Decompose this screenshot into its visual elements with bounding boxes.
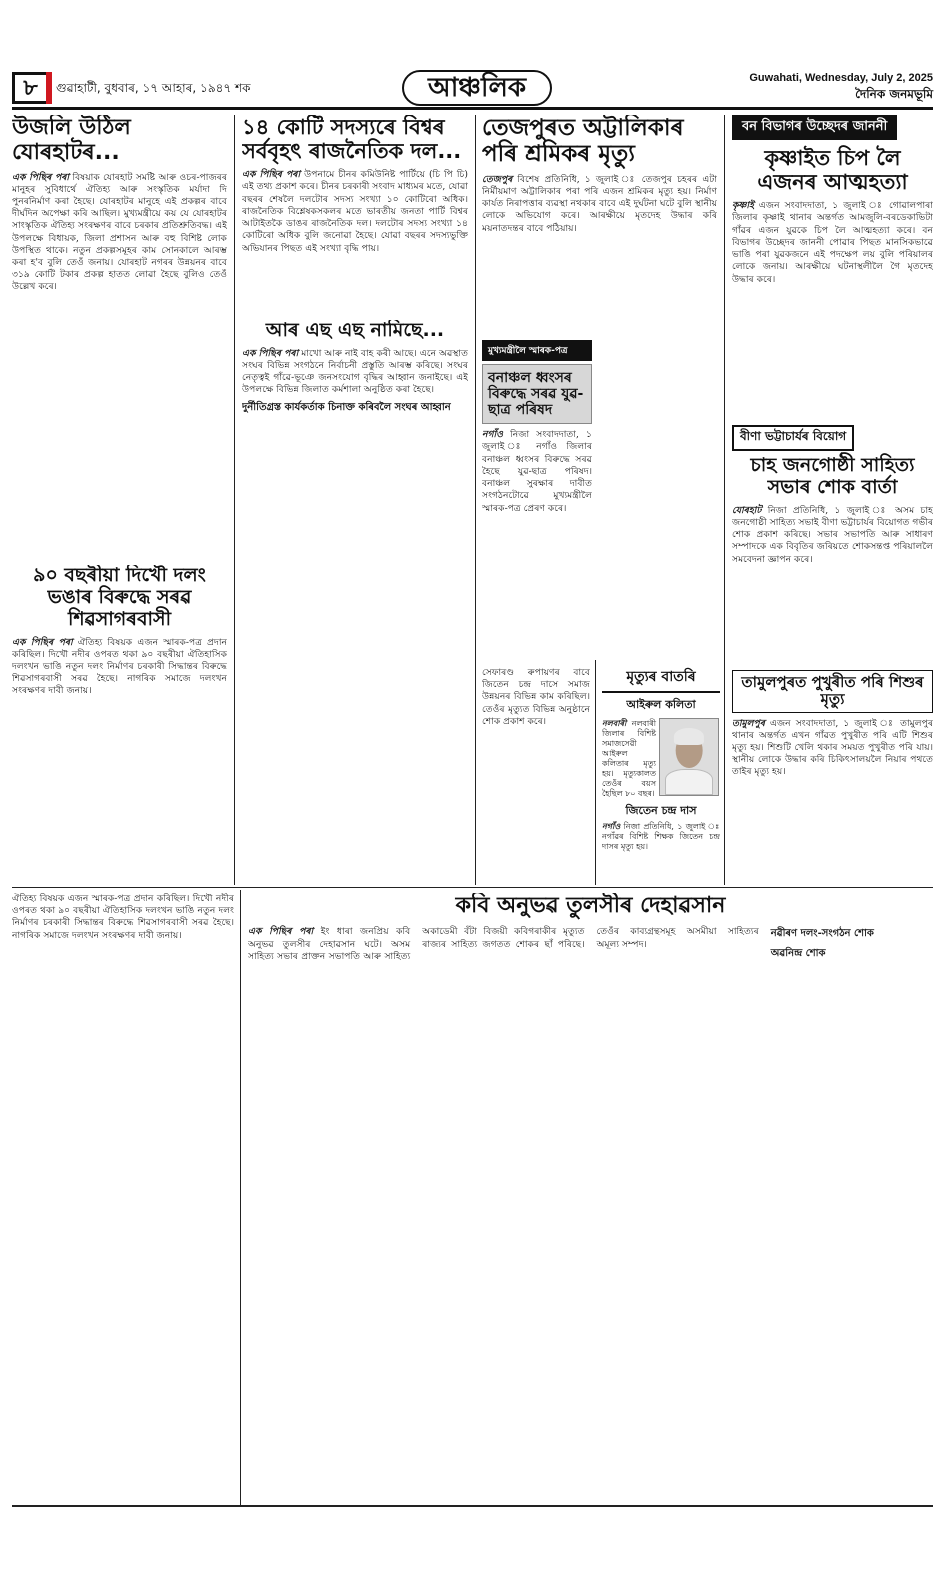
page-bottom-rule bbox=[12, 1505, 933, 1507]
kicker-tag: বীণা ভট্টাচাৰ্যৰ বিয়োগ bbox=[732, 425, 854, 451]
obituary-box bbox=[602, 665, 720, 883]
article-party bbox=[242, 115, 468, 310]
page-number: ৮ bbox=[12, 72, 46, 104]
article-forest-protest bbox=[482, 340, 592, 660]
dateline: এক পিছিৰ পৰা bbox=[248, 926, 314, 938]
dateline: নগাঁও bbox=[482, 429, 503, 441]
dateline: তেজপুৰ bbox=[482, 173, 513, 185]
body-text: উপনামে চীনৰ কমিউনিষ্ট পাৰ্টিয়ে (চি পি চি) এই তথ্য প্ৰকাশ কৰে। চীনৰ চৰকাৰী সংবাদ মাধ্যমৰ মতে, যোৱা বছৰৰ শেষলৈ দলটোৰ সদস্য সংখ্যা ১০ কোটিৰো অধিক। ৰাজনৈতিক বিশ্লেষকসকলৰ মতে ভাৰতীয় জনতা পাৰ্টি বিশ্বৰ আটাইতকৈ ডাঙৰ ৰাজনৈতিক দল। দলটোৰ সদস্য সংখ্যা ১৪ কোটিৰো অধিক বুলি জনোৱা হৈছে। যোৱা বছৰৰ সদস্যভুক্তি অভিযানৰ পিছত এই সংখ্যা বৃদ্ধি পায়। bbox=[242, 169, 468, 254]
headline: কৃষ্ণাইত চিপ লৈ এজনৰ আত্মহত্যা bbox=[757, 146, 908, 195]
obituary-name-2: জিতেন চন্দ্ৰ দাস bbox=[625, 804, 697, 817]
subhead: দুৰ্নীতিগ্ৰস্ত কাৰ্যকৰ্তাক চিনাক্ত কৰিবলৈ সংঘৰ আহ্বান bbox=[242, 401, 451, 413]
masthead bbox=[12, 70, 933, 110]
section-rule bbox=[12, 887, 933, 888]
dateline: তামুলপুৰ bbox=[732, 717, 765, 729]
body-text: ঐতিহ্য বিষয়ক এজন স্মাৰক-পত্ৰ প্ৰদান কৰিছিল। দিখৌ নদীৰ ওপৰত থকা ৯০ বছৰীয়া ঐতিহাসিক দলংখন ভাঙি নতুন দলং নিৰ্মাণৰ চৰকাৰী সিদ্ধান্তৰ বিৰুদ্ধে শিৱসাগৰবাসী সৰৱ হৈছে। নাগৰিক সমাজে দলংখন সংৰক্ষণৰ দাবী জনায়। bbox=[12, 636, 227, 697]
article-dikhow-continuation bbox=[12, 893, 234, 1498]
dateline: নগাঁও bbox=[602, 821, 621, 831]
article-tea-literature bbox=[732, 425, 933, 665]
body-text: নলবাৰী জিলাৰ বিশিষ্ট সমাজসেৱী আইৰুল কলিতাৰ মৃত্যু হয়। মৃত্যুকালত তেওঁৰ বয়স হৈছিল ৮০ বছৰ। bbox=[602, 719, 656, 798]
article-rss bbox=[242, 320, 468, 880]
article-krishnai bbox=[732, 115, 933, 415]
paper-name: দৈনিক জনমভূমি bbox=[855, 87, 933, 101]
masthead-date-bengali: গুৱাহাটী, বুধবাৰ, ১৭ আহাৰ, ১৯৪৭ শক bbox=[56, 81, 251, 95]
masthead-right bbox=[749, 70, 933, 106]
article-tamulpur bbox=[732, 670, 933, 885]
dateline: নলবাৰী bbox=[602, 718, 627, 728]
dateline: কৃষ্ণাই bbox=[732, 200, 754, 212]
headline: আৰ এছ এছ নামিছে... bbox=[265, 320, 445, 341]
headline: ১৪ কোটি সদস্যৰে বিশ্বৰ সৰ্ববৃহৎ ৰাজনৈতিক দল... bbox=[242, 115, 462, 164]
body-text: ইং ধাৰা জনপ্ৰিয় কবি অনুভৱ তুলসীৰ দেহাৱসান ঘটে। অসম সাহিত্য সভাৰ প্ৰাক্তন সভাপতি আৰু সাহিত্য অকাডেমী বঁটা বিজয়ী কবিগৰাকীৰ মৃত্যুত ৰাজ্যৰ সাহিত্য জগতত শোকৰ ছাঁ পৰিছে। তেওঁৰ কাব্যগ্ৰন্থসমূহ অসমীয়া সাহিত্যৰ অমূল্য সম্পদ। bbox=[248, 926, 759, 962]
article-body bbox=[12, 172, 227, 294]
body-text: নিজা সংবাদদাতা, ১ জুলাই ঃ নগাঁও জিলাৰ বনাঞ্চল ধ্বংসৰ বিৰুদ্ধে সৰৱ হৈছে যুৱ-ছাত্ৰ পৰিষদ। বনাঞ্চল সুৰক্ষাৰ দাবীত সংগঠনটোৱে মুখ্যমন্ত্ৰীলৈ স্মাৰক-পত্ৰ প্ৰেৰণ কৰে। bbox=[482, 429, 592, 514]
portrait-photo bbox=[659, 718, 719, 796]
body-text: নিজা প্ৰতিনিধি, ১ জুলাই ঃ অসম চাহ জনগোষ্ঠী সাহিত্য সভাই বীণা ভট্টাচাৰ্যৰ বিয়োগত গভীৰ শোক প্ৰকাশ কৰিছে। সভাৰ সভাপতি আৰু সাধাৰণ সম্পাদকে এক বিবৃতিৰ জৰিয়তে শোকসন্তপ্ত পৰিয়াললৈ সমবেদনা জ্ঞাপন কৰে। bbox=[732, 504, 933, 565]
body-text: বিশেষ প্ৰতিনিধি, ১ জুলাই ঃ তেজপুৰ চহৰৰ এটা নিৰ্মীয়মাণ অট্টালিকাৰ পৰা পৰি এজন শ্ৰমিকৰ মৃত্যু হয়। নিৰ্মাণ কাৰ্যত নিৰাপত্তাৰ ব্যৱস্থা নথকাৰ বাবে এই দুৰ্ঘটনা ঘটে বুলি স্থানীয় লোকে অভিযোগ কৰে। আৰক্ষীয়ে মৃতদেহ উদ্ধাৰ কৰি ময়নাতদন্তৰ বাবে পঠিয়ায়। bbox=[482, 173, 717, 234]
kicker-tag: মুখ্যমন্ত্ৰীলৈ স্মাৰক-পত্ৰ bbox=[482, 340, 592, 361]
headline: তামুলপুৰত পুখুৰীত পৰি শিশুৰ মৃত্যু bbox=[732, 670, 933, 713]
headline: কবি অনুভৱ তুলসীৰ দেহাৱসান bbox=[455, 893, 726, 918]
article-continuation bbox=[482, 667, 590, 882]
obituary-text bbox=[602, 718, 656, 799]
column-rule bbox=[724, 115, 725, 885]
body-text: নিজা প্ৰতিনিধি, ১ জুলাই ঃ নগাঁৱৰ বিশিষ্ট শিক্ষক জিতেন চন্দ্ৰ দাসৰ মৃত্যু হয়। bbox=[602, 822, 720, 851]
subhead: নৱীৰণ দলং-সংগঠন শোক bbox=[770, 928, 874, 940]
blurb-box bbox=[482, 364, 592, 424]
article-body bbox=[732, 200, 933, 285]
headline: উজলি উঠিল যোৰহাটৰ... bbox=[12, 115, 131, 166]
column-rule bbox=[475, 115, 476, 885]
masthead-date-english: Guwahati, Wednesday, July 2, 2025 bbox=[749, 72, 933, 84]
body-text: সেফাৰণ্ড ৰুপায়ণৰ বাবে জিতেন চন্দ্ৰ দাসে সমাজ উন্নয়নৰ বিভিন্ন কাম কৰিছিল। তেওঁৰ মৃত্যুত বিভিন্ন অনুষ্ঠানে শোক প্ৰকাশ কৰে। bbox=[482, 667, 590, 727]
kicker-tag: বন বিভাগৰ উচ্ছেদৰ জাননী bbox=[732, 115, 897, 140]
article-jorhat bbox=[12, 115, 227, 555]
shirt-shape bbox=[665, 769, 714, 795]
article-body bbox=[482, 174, 717, 235]
hair-shape bbox=[674, 728, 704, 745]
article-tezpur bbox=[482, 115, 717, 335]
dateline: এক পিছিৰ পৰা bbox=[242, 169, 301, 181]
subhead: অৱনিন্দ্ৰ শোক bbox=[770, 948, 826, 960]
obituary-entry-1 bbox=[602, 718, 720, 799]
obituary-title: মৃত্যুৰ বাতৰি bbox=[602, 665, 720, 693]
obituary-name-1: আইৰুল কলিতা bbox=[626, 698, 696, 711]
column-rule bbox=[234, 115, 235, 885]
body-text: এজন সংবাদদাতা, ১ জুলাই ঃ গোৱালপাৰা জিলাৰ কৃষ্ণাই থানাৰ অন্তৰ্গত আমজুলি-বৰডেকাভিটা গাঁৱৰ এজন যুৱকে চিপ লৈ আত্মহত্যা কৰে। বন বিভাগৰ উচ্ছেদৰ জাননী পোৱাৰ পিছত মানসিকভাৱে ভাঙি পৰা যুৱকজনে এই পদক্ষেপ লয় বুলি পৰিয়ালৰ লোকে জনায়। আৰক্ষীয়ে ঘটনাস্থলীলৈ গৈ মৃতদেহ উদ্ধাৰ কৰে। bbox=[732, 200, 933, 285]
article-body bbox=[482, 429, 592, 514]
headline: ৯০ বছৰীয়া দিখৌ দলং ভঙাৰ বিৰুদ্ধে সৰৱ শিৱসাগৰবাসী bbox=[33, 565, 206, 630]
obituary-text-2 bbox=[602, 821, 720, 852]
article-body bbox=[242, 348, 468, 397]
article-body bbox=[732, 718, 933, 779]
article-dikhow-bridge bbox=[12, 565, 227, 885]
headline: বনাঞ্চল ধ্বংসৰ বিৰুদ্ধে সৰৱ যুৱ-ছাত্ৰ পৰিষদ bbox=[488, 370, 584, 419]
article-poet-death bbox=[248, 893, 933, 1498]
section-logo: আঞ্চলিক bbox=[402, 70, 552, 106]
body-text: এজন সংবাদদাতা, ১ জুলাই ঃ তামুলপুৰ থানাৰ অন্তৰ্গত এখন গাঁৱত পুখুৰীত পৰি এটি শিশুৰ মৃত্যু হয়। শিশুটি খেলি থকাৰ সময়ত পুখুৰীত পৰি যায়। স্থানীয় লোকে উদ্ধাৰ কৰি চিকিৎসালয়লৈ নিয়াৰ পথতে তাইৰ মৃত্যু হয়। bbox=[732, 717, 933, 778]
column-rule bbox=[240, 890, 241, 1505]
article-body bbox=[732, 505, 933, 566]
body-text: মাখো আৰু নাই বাহ কৰী আছে। এনে অৱস্থাত সংঘৰ বিভিন্ন সংগঠনে নিৰ্বাচনী প্ৰস্তুতি আৰম্ভ কৰিছে। সংঘৰ নেতৃত্বই গাঁৱে-ভূঞে জনসংযোগ বৃদ্ধিৰ আহ্বান জনাইছে। এই উপলক্ষে বিভিন্ন জিলাত কৰ্মশালা অনুষ্ঠিত কৰা হৈছে। bbox=[242, 347, 468, 396]
headline: তেজপুৰত অট্টালিকাৰ পৰি শ্ৰমিকৰ মৃত্যু bbox=[482, 115, 684, 168]
dateline: এক পিছিৰ পৰা bbox=[242, 347, 299, 359]
article-body bbox=[248, 926, 933, 963]
body-text: ঐতিহ্য বিষয়ক এজন স্মাৰক-পত্ৰ প্ৰদান কৰিছিল। দিখৌ নদীৰ ওপৰত থকা ৯০ বছৰীয়া ঐতিহাসিক দলংখন ভাঙি নতুন দলং নিৰ্মাণৰ চৰকাৰী সিদ্ধান্তৰ বিৰুদ্ধে শিৱসাগৰবাসী সৰৱ হৈছে। নাগৰিক সমাজে দলংখন সংৰক্ষণৰ দাবী জনায়। bbox=[12, 893, 234, 941]
column-rule bbox=[595, 660, 596, 885]
body-text: বিষয়াক যোৰহাট সমষ্টি আৰু ওচৰ-পাজৰৰ মানুহৰ সুবিধাৰ্থে ঐতিহ্য আৰু সংস্কৃতিক মৰ্যাদা দি পুনৰনিৰ্মাণ কৰা হৈছে। যোৰহাটৰ মানুহে এই প্ৰকল্পৰ বাবে দীৰ্ঘদিন অপেক্ষা কৰি আছিল। মুখ্যমন্ত্ৰীয়ে কয় যে যোৰহাটৰ সাংস্কৃতিক ঐতিহ্য সংৰক্ষণৰ বাবে চৰকাৰ প্ৰতিশ্ৰুতিবদ্ধ। এই উপলক্ষে বিধায়ক, জিলা প্ৰশাসন আৰু বহু বিশিষ্ট লোক উপস্থিত থাকে। নতুন প্ৰকল্পসমূহৰ কাম সোনকালে আৰম্ভ কৰা হ'ব বুলি তেওঁ জনায়। যোৰহাট নগৰৰ উন্নয়নৰ বাবে ৩১৯ কোটি টকাৰ প্ৰকল্প হাতত লোৱা হৈছে বুলিও তেওঁ উল্লেখ কৰে। bbox=[12, 171, 227, 293]
dateline: এক পিছিৰ পৰা bbox=[12, 171, 70, 183]
headline: চাহ জনগোষ্ঠী সাহিত্য সভাৰ শোক বাৰ্তা bbox=[750, 454, 915, 498]
article-body bbox=[242, 169, 468, 254]
dateline: এক পিছিৰ পৰা bbox=[12, 636, 73, 648]
dateline: যোৰহাট bbox=[732, 504, 762, 516]
article-body bbox=[12, 637, 227, 698]
